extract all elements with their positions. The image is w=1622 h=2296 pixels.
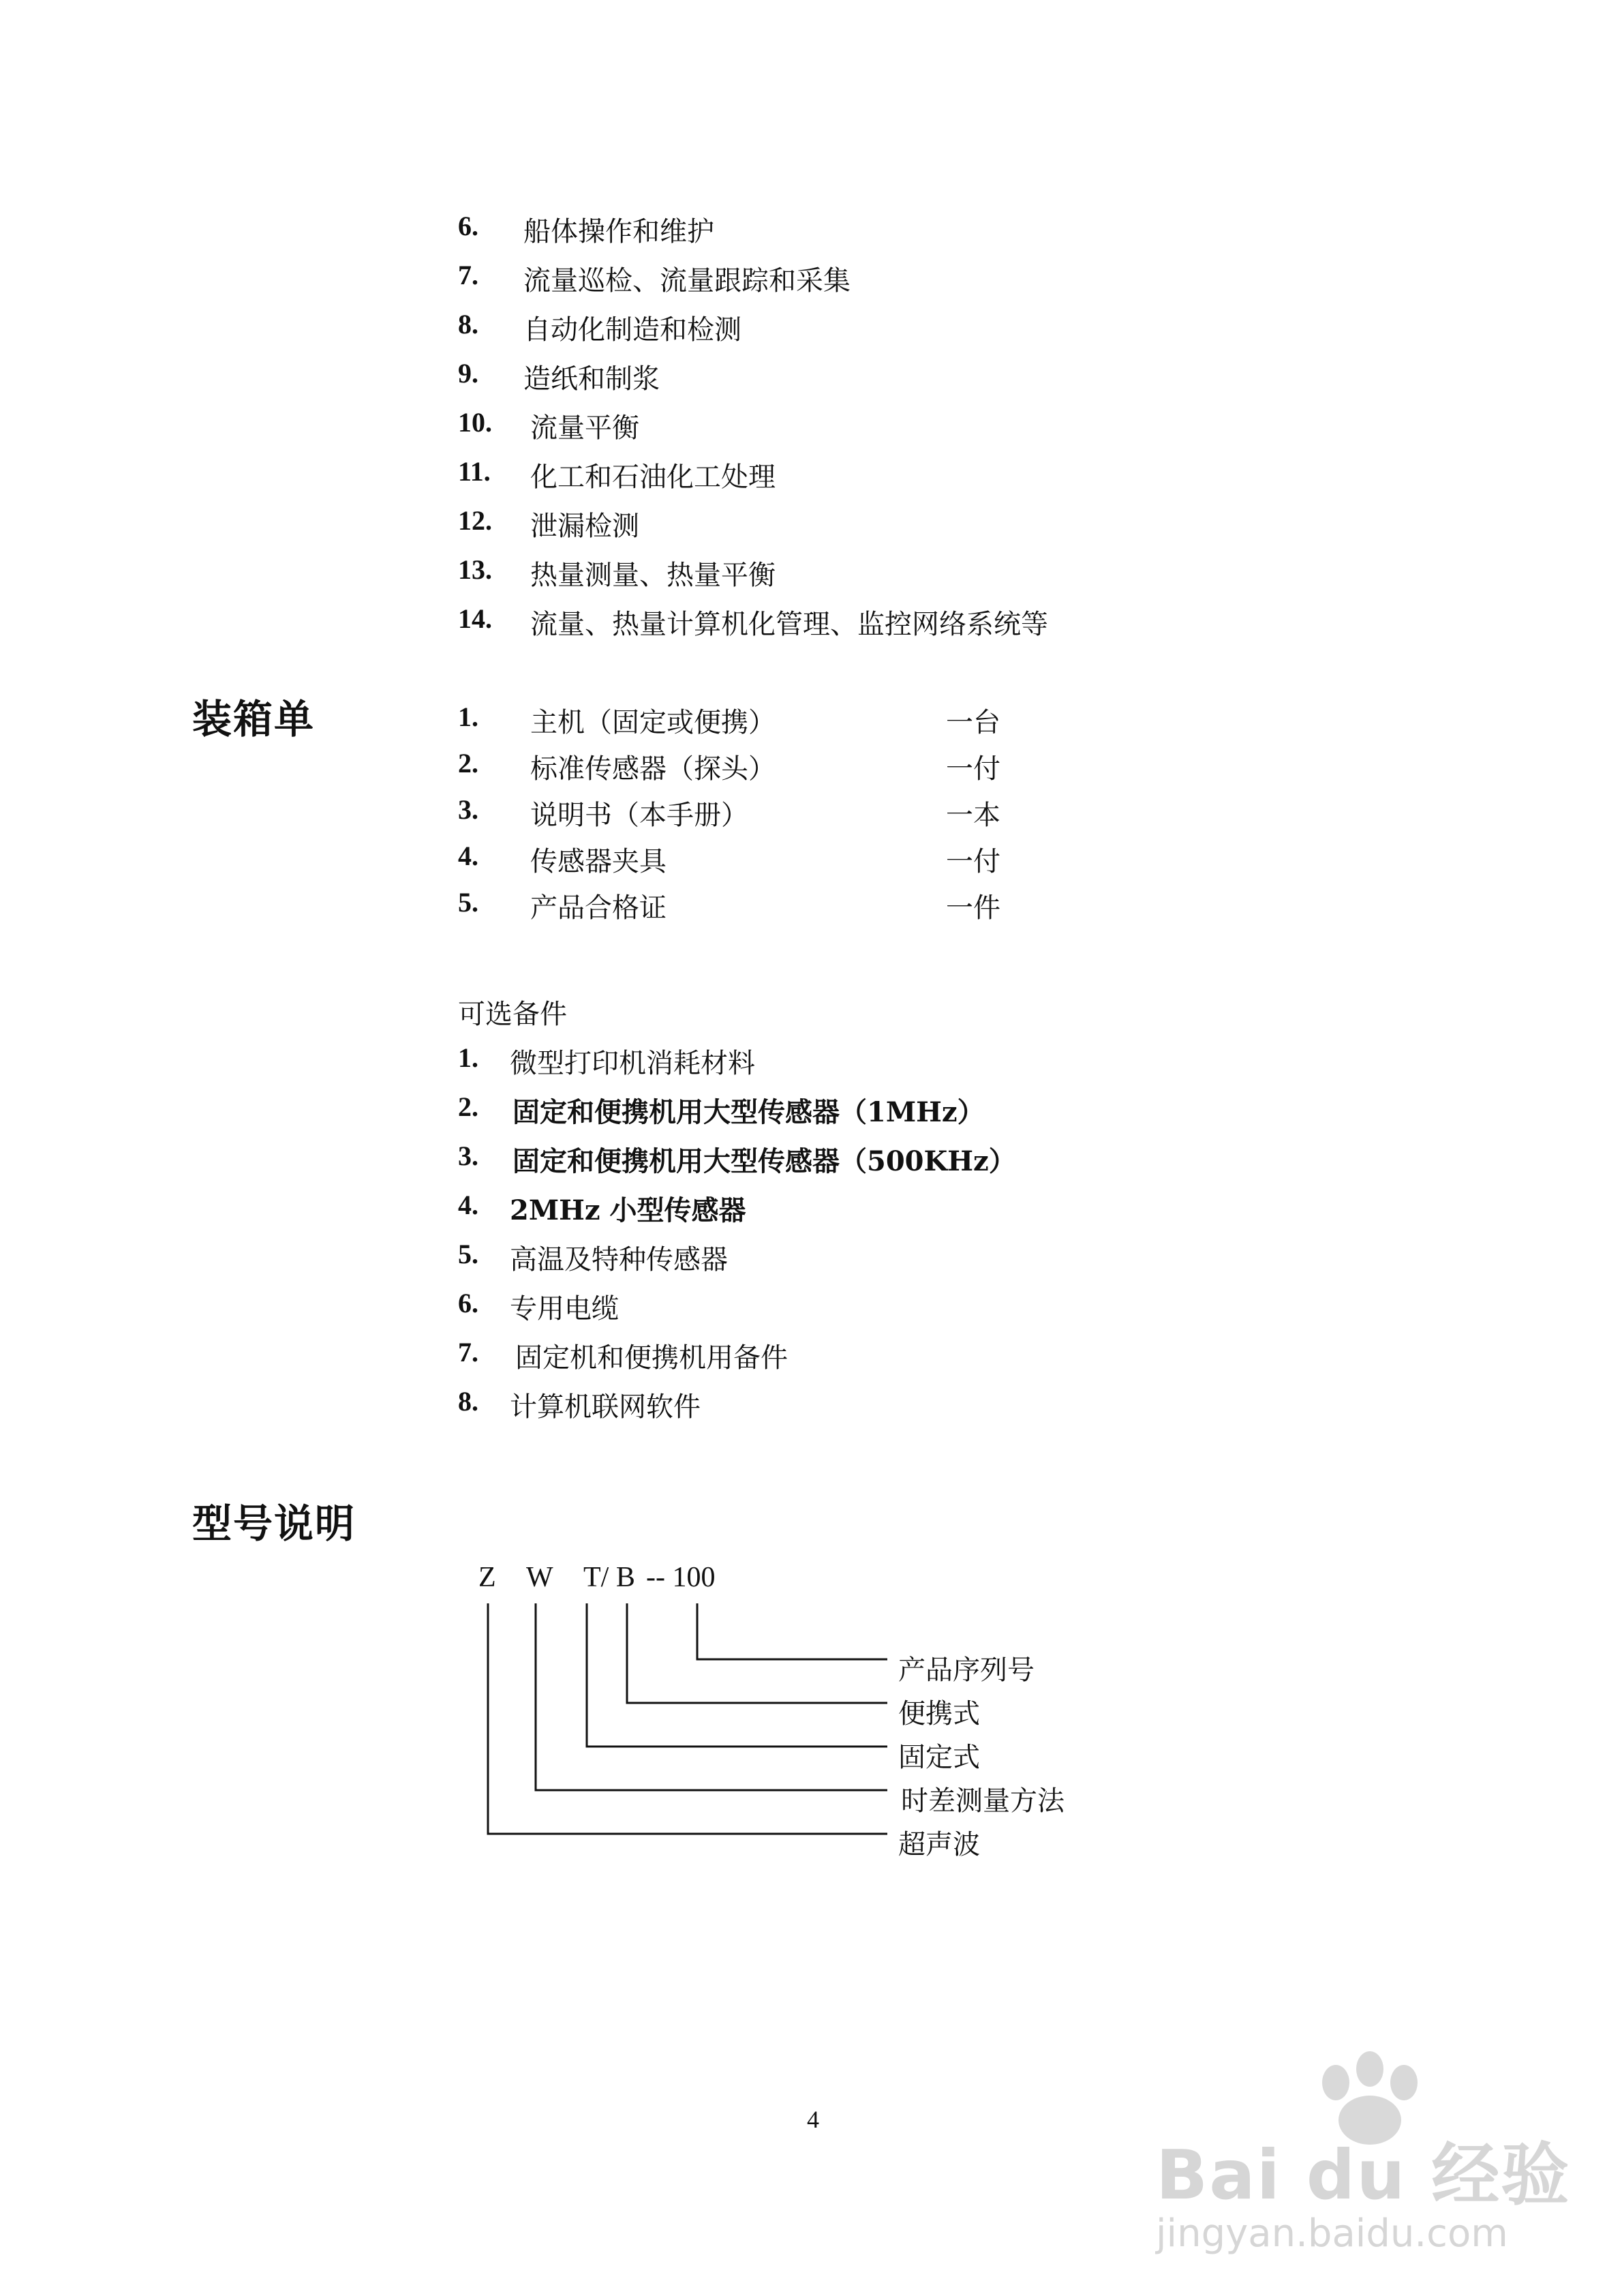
item-quantity: 一本 (946, 800, 1000, 831)
list-item: 传感器夹具 (530, 846, 667, 877)
list-number: 3. (458, 794, 478, 825)
list-item: 泄漏检测 (530, 511, 639, 542)
model-code-letter: T/ B (583, 1562, 635, 1593)
list-item: 2MHz 小型传感器 (510, 1194, 746, 1226)
model-code-letter: W (526, 1562, 553, 1593)
list-item: 自动化制造和检测 (523, 314, 741, 346)
watermark-url: jingyan.baidu.com (1156, 2211, 1508, 2256)
list-item: 计算机联网软件 (510, 1391, 701, 1423)
item-quantity: 一付 (946, 753, 1000, 785)
list-number: 14. (458, 603, 492, 634)
list-item: 流量平衡 (530, 412, 639, 444)
list-number: 9. (458, 358, 478, 389)
list-item: 固定机和便携机用备件 (515, 1342, 788, 1374)
list-item: 固定和便携机用大型传感器（1MHz） (512, 1096, 985, 1128)
model-label: 产品序列号 (898, 1655, 1035, 1686)
model-description-heading: 型号说明 (192, 1500, 356, 1547)
page-number: 4 (807, 2106, 819, 2133)
item-quantity: 一台 (946, 707, 1000, 738)
list-item: 微型打印机消耗材料 (510, 1048, 755, 1079)
list-number: 1. (458, 701, 478, 732)
model-code-letter: Z (478, 1562, 496, 1593)
list-number: 6. (458, 1288, 478, 1318)
list-number: 11. (458, 456, 491, 487)
list-number: 5. (458, 887, 478, 918)
list-item: 高温及特种传感器 (510, 1244, 728, 1275)
watermark-brand: Bai du 经验 (1156, 2135, 1571, 2215)
list-number: 2. (458, 748, 478, 779)
list-item: 化工和石油化工处理 (530, 462, 776, 493)
list-number: 7. (458, 1337, 478, 1368)
model-label: 便携式 (898, 1698, 980, 1729)
list-number: 4. (458, 1190, 478, 1220)
model-label: 固定式 (898, 1742, 980, 1773)
list-item: 标准传感器（探头） (530, 753, 776, 785)
list-number: 12. (458, 505, 492, 536)
list-number: 10. (458, 407, 492, 438)
list-number: 3. (458, 1141, 478, 1171)
list-item: 固定和便携机用大型传感器（500KHz） (512, 1145, 1016, 1177)
model-code-letter: -- 100 (646, 1562, 716, 1593)
list-number: 13. (458, 554, 492, 585)
list-number: 5. (458, 1239, 478, 1269)
packing-list-heading: 装箱单 (192, 696, 316, 742)
model-label: 超声波 (898, 1829, 980, 1860)
list-number: 1. (458, 1042, 478, 1073)
list-item: 流量、热量计算机化管理、监控网络系统等 (530, 609, 1048, 640)
list-number: 8. (458, 1386, 478, 1417)
list-number: 2. (458, 1091, 478, 1122)
list-number: 7. (458, 260, 478, 290)
list-item: 流量巡检、流量跟踪和采集 (523, 265, 851, 297)
list-item: 热量测量、热量平衡 (530, 560, 776, 591)
optional-parts-title: 可选备件 (458, 999, 567, 1030)
list-item: 专用电缆 (510, 1293, 619, 1325)
list-number: 4. (458, 841, 478, 871)
item-quantity: 一件 (946, 892, 1000, 924)
list-item: 主机（固定或便携） (530, 707, 776, 738)
list-item: 造纸和制浆 (523, 363, 660, 395)
item-quantity: 一付 (946, 846, 1000, 877)
model-label: 时差测量方法 (901, 1785, 1065, 1817)
list-number: 6. (458, 211, 478, 241)
list-number: 8. (458, 309, 478, 339)
list-item: 船体操作和维护 (523, 216, 714, 247)
list-item: 产品合格证 (530, 892, 667, 924)
list-item: 说明书（本手册） (530, 800, 748, 831)
